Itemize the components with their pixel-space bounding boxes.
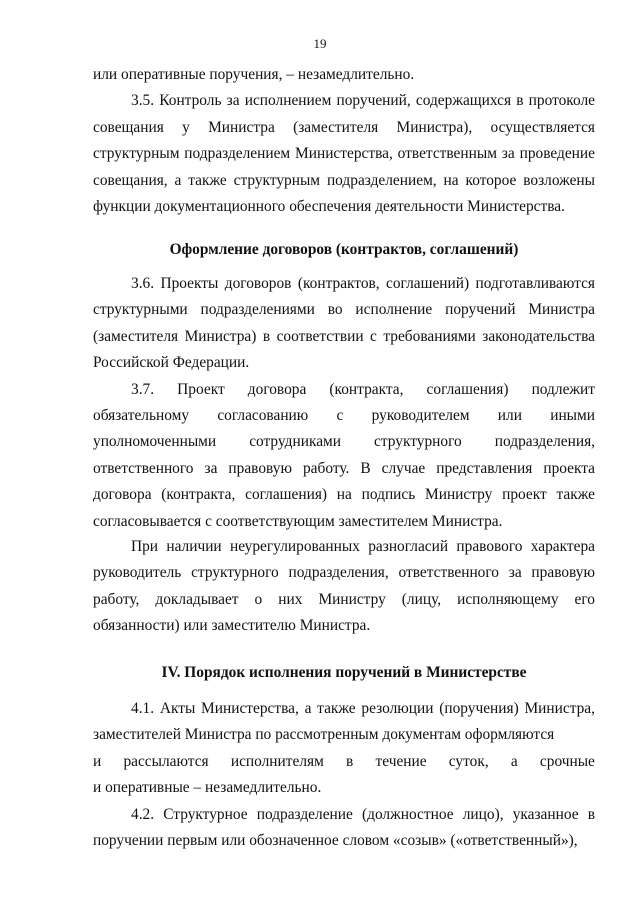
spread-word: исполнителям [230,752,324,770]
spread-word: в [346,752,354,770]
continuation-line: или оперативные поручения, – незамедлительно. [93,66,415,83]
paragraph-3-7: 3.7. Проект договора (контракта, соглашения) подлежит обязательному согласованию с руководителем или иными уполномоченными сотрудниками структурного подразделения, ответственного за правовую работу. В случае представления проекта договора (контракта, соглашения) на подпись Министру проект также согласовывается с соответствующим заместителем Министра. [93,380,595,530]
paragraph-4-1-part1: 4.1. Акты Министерства, а также резолюции (поручения) Министра, заместителей Министра по рассмотренным документам оформляются [93,700,595,744]
spread-word: срочные [539,752,595,770]
paragraph-disagreements: При наличии неурегулированных разногласий правового характера руководитель структурного подразделения, ответственного за правовую работу, докладывает о них Министру (лицу, исполняющему его обязанности) или заместителю Министра. [93,538,595,635]
paragraph-3-5: 3.5. Контроль за исполнением поручений, содержащихся в протоколе совещания у Министра (заместителя Министра), осуществляется структурным подразделением Министерства, ответственным за проведение совещания, а также структурным подразделением, на которое возложены функции документационного обеспечения деятельности Министерства. [93,92,595,216]
paragraph-4-1-spread-line [93,749,595,775]
paragraph-4-1-part3: и оперативные – незамедлительно. [93,779,322,797]
paragraph-4-2: 4.2. Структурное подразделение (должностное лицо), указанное в поручении первым или обозначенное словом «созыв» («ответственный»), [93,805,595,850]
section-heading-contracts: Оформление договоров (контрактов, соглашений) [169,241,519,258]
body-text-disagreements [93,534,595,640]
spread-word: а [510,752,518,770]
spread-word: рассылаются [123,752,209,770]
spread-word: суток, [448,752,489,770]
section-heading-iv: IV. Порядок исполнения поручений в Министерстве [161,664,527,681]
body-text-contracts [93,271,595,535]
paragraph-3-6: 3.6. Проекты договоров (контрактов, соглашений) подготавливаются структурными подразделениями во исполнение поручений Министра (заместителя Министра) в соответствии с требованиями законодательства Российской Федерации. [93,275,595,372]
body-text-top [93,62,595,220]
spread-word: течение [375,752,427,770]
page-number: 19 [313,36,327,51]
body-text-section-iv [93,696,595,854]
spread-word: и [93,752,102,770]
